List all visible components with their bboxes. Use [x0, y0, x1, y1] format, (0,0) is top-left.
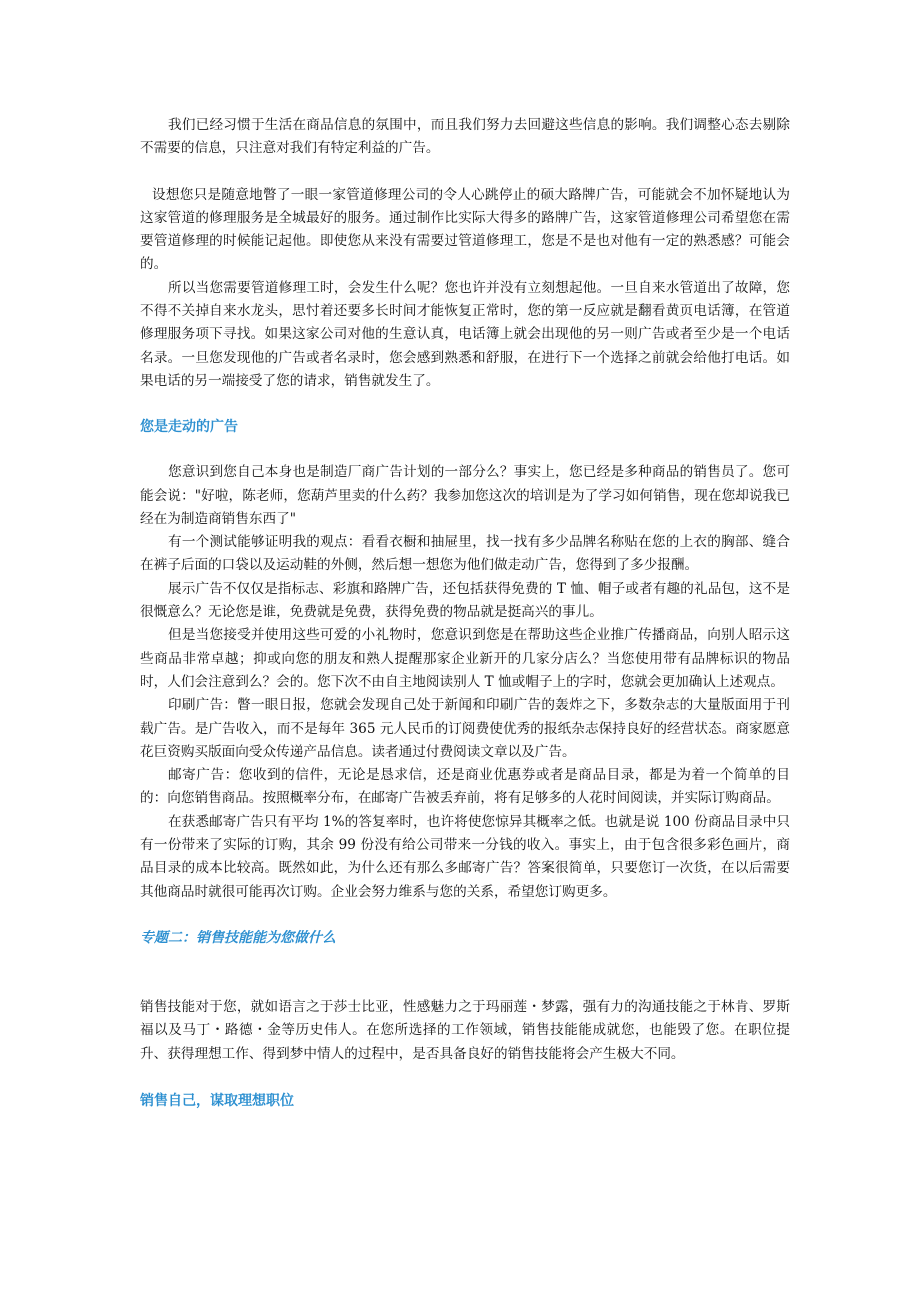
paragraph-10: 在获悉邮寄广告只有平均 1%的答复率时，也许将使您惊异其概率之低。也就是说 100 份商品目录中只有一份带来了实际的订购，其余 99 份没有给公司带来一分钱的收入。事实上，由于包含很多彩色画片，商品目录的成本比较高。既然如此，为什么还有那么多邮寄广告？答案很简单，只要您订一次货，在以后需要其他商品时就很可能再次订购。企业会努力维系与您的关系，希望您订购更多。 — [140, 813, 790, 900]
paragraph-7: 但是当您接受并使用这些可爱的小礼物时，您意识到您是在帮助这些企业推广传播商品，向别人昭示这些商品非常卓越；抑或向您的朋友和熟人提醒那家企业新开的几家分店么？当您使用带有品牌标识的物品时，人们会注意到么？会的。您下次不由自主地阅读别人 T 恤或帽子上的字时，您就会更加确认上述观点。 — [140, 627, 790, 690]
paragraph-1: 我们已经习惯于生活在商品信息的氛围中，而且我们努力去回避这些信息的影响。我们调整心态去剔除不需要的信息，只注意对我们有特定利益的广告。 — [140, 117, 790, 157]
paragraph-8: 印刷广告：瞥一眼日报，您就会发现自己处于新闻和印刷广告的轰炸之下，多数杂志的大量版面用于刊载广告。是广告收入，而不是每年 365 元人民币的订阅费使优秀的报纸杂志保持良好的经营状态。商家愿意花巨资购买版面向受众传递产品信息。读者通过付费阅读文章以及广告。 — [140, 697, 790, 760]
paragraph-6: 展示广告不仅仅是指标志、彩旗和路牌广告，还包括获得免费的 T 恤、帽子或者有趣的礼品包，这不是很慨意么？无论您是谁，免费就是免费，获得免费的物品就是挺高兴的事儿。 — [140, 580, 790, 621]
paragraph-4: 您意识到您自己本身也是制造厂商广告计划的一部分么？事实上，您已经是多种商品的销售员了。您可能会说："好啦，陈老师，您葫芦里卖的什么药？我参加您这次的培训是为了学习如何销售，现在您却说我已经在为制造商销售东西了" — [140, 464, 790, 527]
section-heading-walking-ad: 您是走动的广告 — [140, 419, 238, 436]
paragraph-5: 有一个测试能够证明我的观点：看看衣橱和抽屉里，找一找有多少品牌名称贴在您的上衣的胸部、缝合在裤子后面的口袋以及运动鞋的外侧，然后想一想您为他们做走动广告，您得到了多少报酬。 — [140, 534, 790, 574]
paragraph-3: 所以当您需要管道修理工时，会发生什么呢？您也许并没有立刻想起他。一旦自来水管道出了故障，您不得不关掉自来水龙头，思忖着还要多长时间才能恢复正常时，您的第一反应就是翻看黄页电话簿，在管道修理服务项下寻找。如果这家公司对他的生意认真，电话簿上就会出现他的另一则广告或者至少是一个电话名录。一旦您发现他的广告或者名录时，您会感到熟悉和舒服，在进行下一个选择之前就会给他打电话。如果电话的另一端接受了您的请求，销售就发生了。 — [140, 279, 790, 389]
section-heading-topic-two: 专题二：销售技能能为您做什么 — [140, 929, 336, 946]
paragraph-2: 设想您只是随意地瞥了一眼一家管道修理公司的令人心跳停止的硕大路牌广告，可能就会不加怀疑地认为这家管道的修理服务是全城最好的服务。通过制作比实际大得多的路牌广告，这家管道修理公司希望您在需要管道修理的时候能记起他。即使您从来没有需要过管道修理工，您是不是也对他有一定的熟悉感？可能会的。 — [140, 186, 790, 273]
document-body — [140, 0, 790, 1113]
paragraph-9: 邮寄广告：您收到的信件，无论是恳求信，还是商业优惠券或者是商品目录，都是为着一个简单的目的：向您销售商品。按照概率分布，在邮寄广告被丢弃前，将有足够多的人花时间阅读，并实际订购商品。 — [140, 767, 790, 807]
section-heading-sell-yourself: 销售自己，谋取理想职位 — [140, 1092, 294, 1109]
paragraph-11: 销售技能对于您，就如语言之于莎士比亚，性感魅力之于玛丽莲・梦露，强有力的沟通技能之于林肯、罗斯福以及马丁・路德・金等历史伟人。在您所选择的工作领域，销售技能能成就您，也能毁了您。在职位提升、获得理想工作、得到梦中情人的过程中，是否具备良好的销售技能将会产生极大不同。 — [140, 998, 790, 1062]
